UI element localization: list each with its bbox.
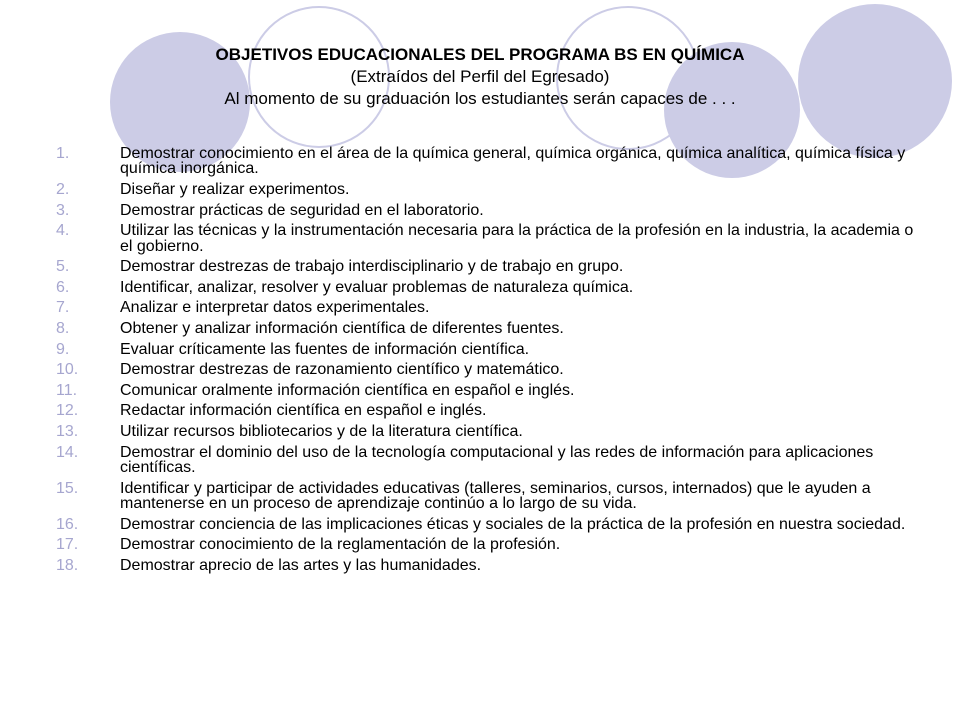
objective-number: 13. [56, 422, 79, 440]
objectives-list [56, 146, 916, 578]
objective-number: 9. [56, 340, 70, 358]
objective-number: 14. [56, 443, 79, 461]
objective-number: 17. [56, 536, 79, 554]
objective-number: 7. [56, 299, 70, 317]
objective-item [56, 537, 916, 552]
objective-item [56, 223, 916, 254]
objective-item [56, 481, 916, 512]
slide-title: OBJETIVOS EDUCACIONALES DEL PROGRAMA BS EN QUÍMICA [215, 45, 745, 64]
objective-number: 3. [56, 201, 70, 219]
objective-text: Demostrar aprecio de las artes y las humanidades. [120, 556, 482, 574]
slide-subtitle: (Extraídos del Perfil del Egresado) [350, 67, 610, 86]
objective-text: Identificar y participar de actividades educativas (talleres, seminarios, cursos, internados) que le ayuden a mantenerse en un proceso de aprendizaje continúo a lo largo de su vida. [120, 479, 871, 512]
objective-text: Demostrar conciencia de las implicaciones éticas y sociales de la práctica de la profesión en nuestra sociedad. [120, 515, 906, 533]
objective-item [56, 300, 916, 315]
objective-text: Demostrar conocimiento en el área de la química general, química orgánica, química analítica, química física y química inorgánica. [120, 145, 906, 178]
objective-text: Identificar, analizar, resolver y evaluar problemas de naturaleza química. [120, 278, 634, 296]
objective-number: 12. [56, 402, 79, 420]
objective-text: Demostrar conocimiento de la reglamentación de la profesión. [120, 536, 561, 554]
objective-item [56, 362, 916, 377]
objective-item [56, 321, 916, 336]
objective-number: 10. [56, 361, 79, 379]
objective-item [56, 445, 916, 476]
objective-number: 6. [56, 278, 70, 296]
slide-header [0, 44, 960, 110]
objective-item [56, 424, 916, 439]
objective-text: Utilizar recursos bibliotecarios y de la literatura científica. [120, 422, 523, 440]
objective-number: 8. [56, 319, 70, 337]
objective-item [56, 558, 916, 573]
objective-text: Diseñar y realizar experimentos. [120, 181, 350, 198]
objective-item [56, 403, 916, 418]
objective-number: 5. [56, 258, 70, 276]
objective-text: Utilizar las técnicas y la instrumentación necesaria para la práctica de la profesión en la industria, la academia o el gobierno. [120, 222, 914, 255]
objective-text: Demostrar destrezas de razonamiento científico y matemático. [120, 361, 564, 379]
objective-text: Redactar información científica en español e inglés. [120, 402, 487, 420]
objective-text: Demostrar el dominio del uso de la tecnología computacional y las redes de información para aplicaciones científicas. [120, 443, 874, 476]
objective-text: Obtener y analizar información científica de diferentes fuentes. [120, 319, 564, 337]
objective-item [56, 280, 916, 295]
objective-item [56, 203, 916, 218]
objective-item [56, 342, 916, 357]
objective-number: 18. [56, 556, 79, 574]
objective-item [56, 259, 916, 274]
objective-text: Demostrar destrezas de trabajo interdisciplinario y de trabajo en grupo. [120, 258, 624, 276]
objective-item [56, 383, 916, 398]
objective-item [56, 517, 916, 532]
objective-text: Demostrar prácticas de seguridad en el laboratorio. [120, 201, 484, 219]
slide-lead-text: Al momento de su graduación los estudiantes serán capaces de . . . [224, 89, 736, 108]
objective-item [56, 146, 916, 177]
objective-number: 4. [56, 222, 70, 240]
objective-number: 2. [56, 181, 70, 198]
objective-text: Analizar e interpretar datos experimentales. [120, 299, 430, 317]
objective-text: Evaluar críticamente las fuentes de información científica. [120, 340, 530, 358]
objective-number: 15. [56, 479, 79, 497]
objective-number: 16. [56, 515, 79, 533]
objective-text: Comunicar oralmente información científica en español e inglés. [120, 381, 575, 399]
objective-number: 1. [56, 145, 70, 162]
objective-number: 11. [56, 381, 78, 399]
objective-item [56, 182, 916, 197]
